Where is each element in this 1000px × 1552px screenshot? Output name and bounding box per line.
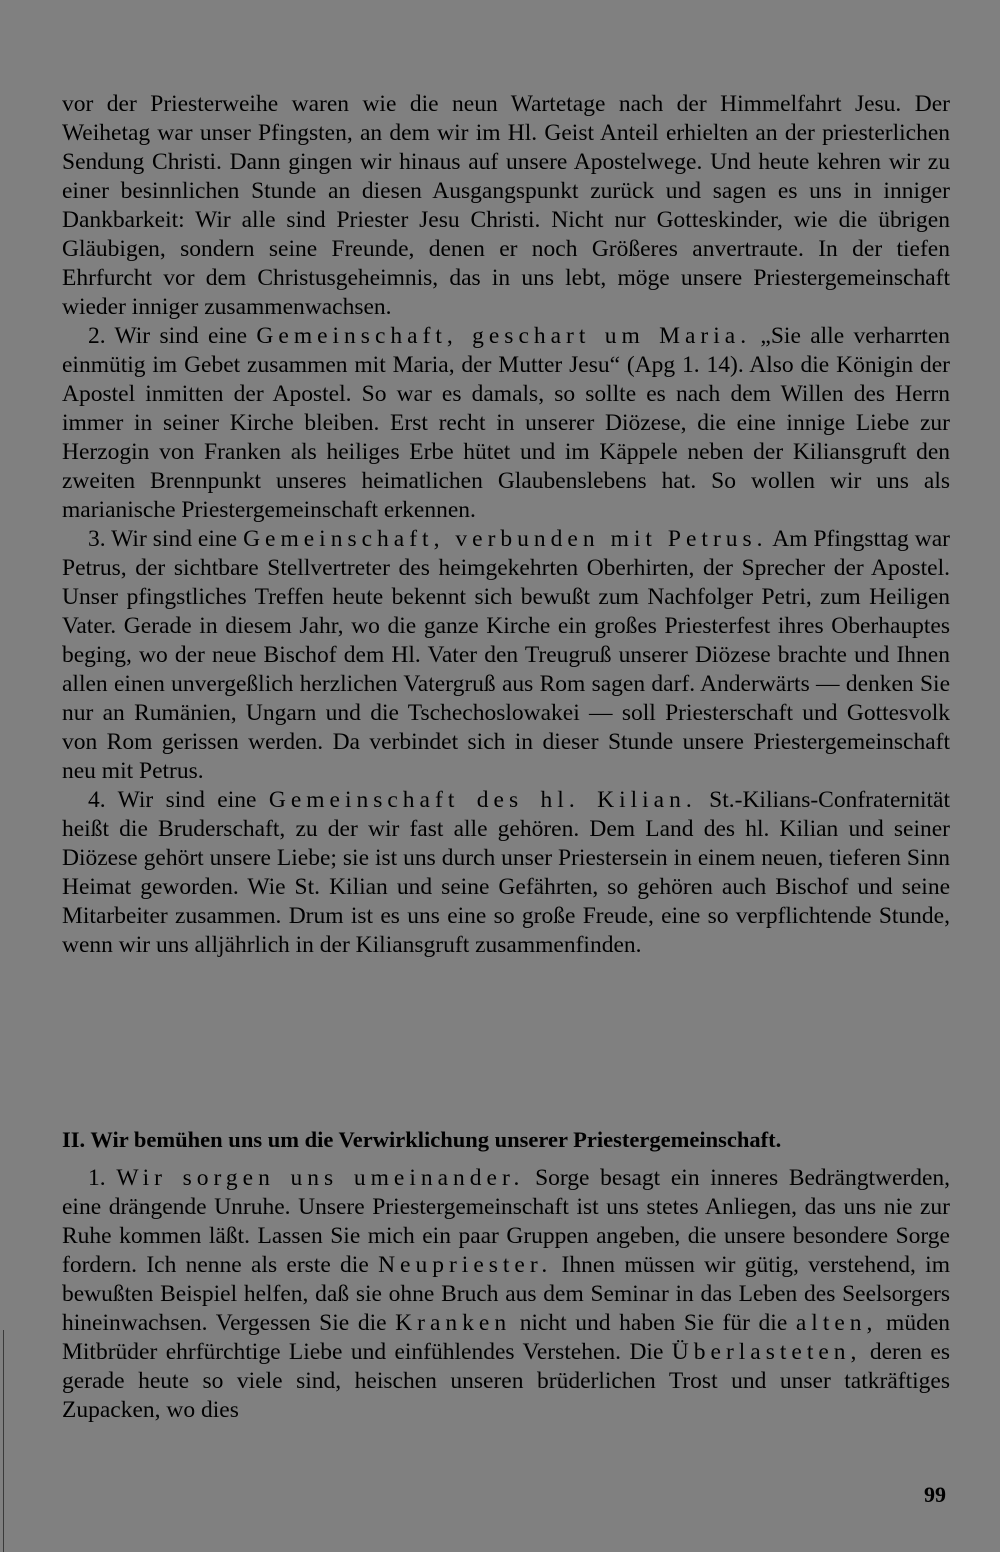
paragraph-2-body: „Sie alle verharrten einmütig im Gebet zusammen mit Maria, der Mutter Jesu“ (Apg 1. 14). Also die Königin der Apostel inmitten der Apostel. So war es damals, so sollte es nach dem Willen des Herrn immer in seiner Kirche bleiben. Erst recht in unserer Diözese, die eine innige Liebe zur Herzogin von Franken als heiliges Erbe hütet und im Käppele neben der Kiliansgruft den zweiten Brennpunkt unseres heimatlichen Glaubenslebens hat. So wollen wir uns als marianische Priestergemeinschaft erkennen.	[62, 323, 950, 523]
section-one-text	[62, 90, 950, 960]
paragraph-2-emphasis: Gemeinschaft, geschart um Maria.	[256, 323, 752, 349]
paragraph-ii-1-text-2: Ihnen müssen wir gütig, verstehend, im bewußten Beispiel helfen, daß sie ohne Bruch aus dem Seminar in das Leben des Seelsorgers hineinwachsen. Vergessen Sie die	[62, 1252, 950, 1336]
paragraph-2	[62, 322, 950, 525]
paragraph-ii-1	[62, 1164, 950, 1425]
paragraph-4	[62, 786, 950, 960]
section-two-text	[62, 1164, 950, 1425]
paragraph-ii-1-emphasis-4: alten,	[795, 1310, 878, 1336]
paragraph-ii-1-text-4: müden Mitbrüder ehrfürchtige Liebe und einfühlendes Verstehen. Die	[62, 1310, 950, 1365]
paragraph-3	[62, 525, 950, 786]
scan-edge-line	[3, 1330, 4, 1552]
paragraph-ii-1-emphasis-3: Kranken	[395, 1310, 512, 1336]
paragraph-ii-1-text-5: deren es gerade heute so viele sind, heischen unseren brüderlichen Trost und unser tatkräftiges Zupacken, wo dies	[62, 1339, 951, 1423]
paragraph-ii-1-emphasis-5: Überlasteten,	[671, 1339, 862, 1365]
paragraph-3-lead: 3. Wir sind eine	[88, 526, 244, 552]
paragraph-3-body: Am Pfingsttag war Petrus, der sichtbare Stellvertreter des heimgekehrten Oberhirten, der Sprecher der Apostel. Unser pfingstliches Treffen heute bekennt sich bewußt zum Nachfolger Petri, zum Heiligen Vater. Gerade in diesem Jahr, wo die ganze Kirche ein großes Priesterfest ihres Oberhauptes beging, wo der neue Bischof dem Hl. Vater den Treugruß unserer Diözese brachte und Ihnen allen einen unvergeßlich herzlichen Vatergruß aus Rom sagen darf. Anderwärts — denken Sie nur an Rumänien, Ungarn und die Tschechoslowakei — soll Priesterschaft und Gottesvolk von Rom gerissen werden. Da verbindet sich in dieser Stunde unsere Priestergemeinschaft neu mit Petrus.	[62, 526, 950, 784]
paragraph-ii-1-text-3: nicht und haben Sie für die	[511, 1310, 796, 1336]
section-heading: II. Wir bemühen uns um die Verwirklichung unserer Priestergemeinschaft.	[62, 1127, 782, 1152]
paragraph-ii-1-emphasis-1: Wir sorgen uns umeinander.	[116, 1165, 525, 1191]
page-number: 99	[924, 1482, 946, 1507]
paragraph-4-emphasis: Gemeinschaft des hl. Kilian.	[268, 787, 697, 813]
paragraph-4-body: St.-Kilians-Confraternität heißt die Bruderschaft, zu der wir fast alle gehören. Dem Land des hl. Kilian und seiner Diözese gehört unsere Liebe; sie ist uns durch unser Priestersein in einem neuen, tieferen Sinn Heimat geworden. Wie St. Kilian und seine Gefährten, so gehören auch Bischof und seine Mitarbeiter zusammen. Drum ist es uns eine so große Freude, eine so verpflichtende Stunde, wenn wir uns alljährlich in der Kiliansgruft zusammenfinden.	[62, 787, 950, 958]
paragraph-2-lead: 2. Wir sind eine	[88, 323, 257, 349]
intro-paragraph: vor der Priesterweihe waren wie die neun Wartetage nach der Himmelfahrt Jesu. Der Weihetag war unser Pfingsten, an dem wir im Hl. Geist Anteil erhielten an der priesterlichen Sendung Christi. Dann gingen wir hinaus auf unsere Apostelwege. Und heute kehren wir zu einer besinnlichen Stunde an diesen Ausgangspunkt zurück und sagen es uns in inniger Dankbarkeit: Wir alle sind Priester Jesu Christi. Nicht nur Gotteskinder, wie die übrigen Gläubigen, sondern seine Freunde, denen er noch Größeres anvertraute. In der tiefen Ehrfurcht vor dem Christusgeheimnis, das in uns lebt, möge unsere Priestergemeinschaft wieder inniger zusammenwachsen.	[62, 91, 950, 320]
paragraph-4-lead: 4. Wir sind eine	[88, 787, 269, 813]
paragraph-3-emphasis: Gemeinschaft, verbunden mit Petrus.	[243, 526, 768, 552]
paragraph-ii-1-text-1: Sorge besagt ein inneres Bedrängtwerden, eine drängende Unruhe. Unsere Priestergemeinschaft ist uns stetes Anliegen, das uns nie zur Ruhe kommen läßt. Lassen Sie mich ein paar Gruppen angeben, die unsere besondere Sorge fordern. Ich nenne als erste die	[62, 1165, 951, 1278]
paragraph-ii-1-lead: 1.	[88, 1165, 117, 1191]
paragraph-ii-1-emphasis-2: Neupriester.	[378, 1252, 553, 1278]
